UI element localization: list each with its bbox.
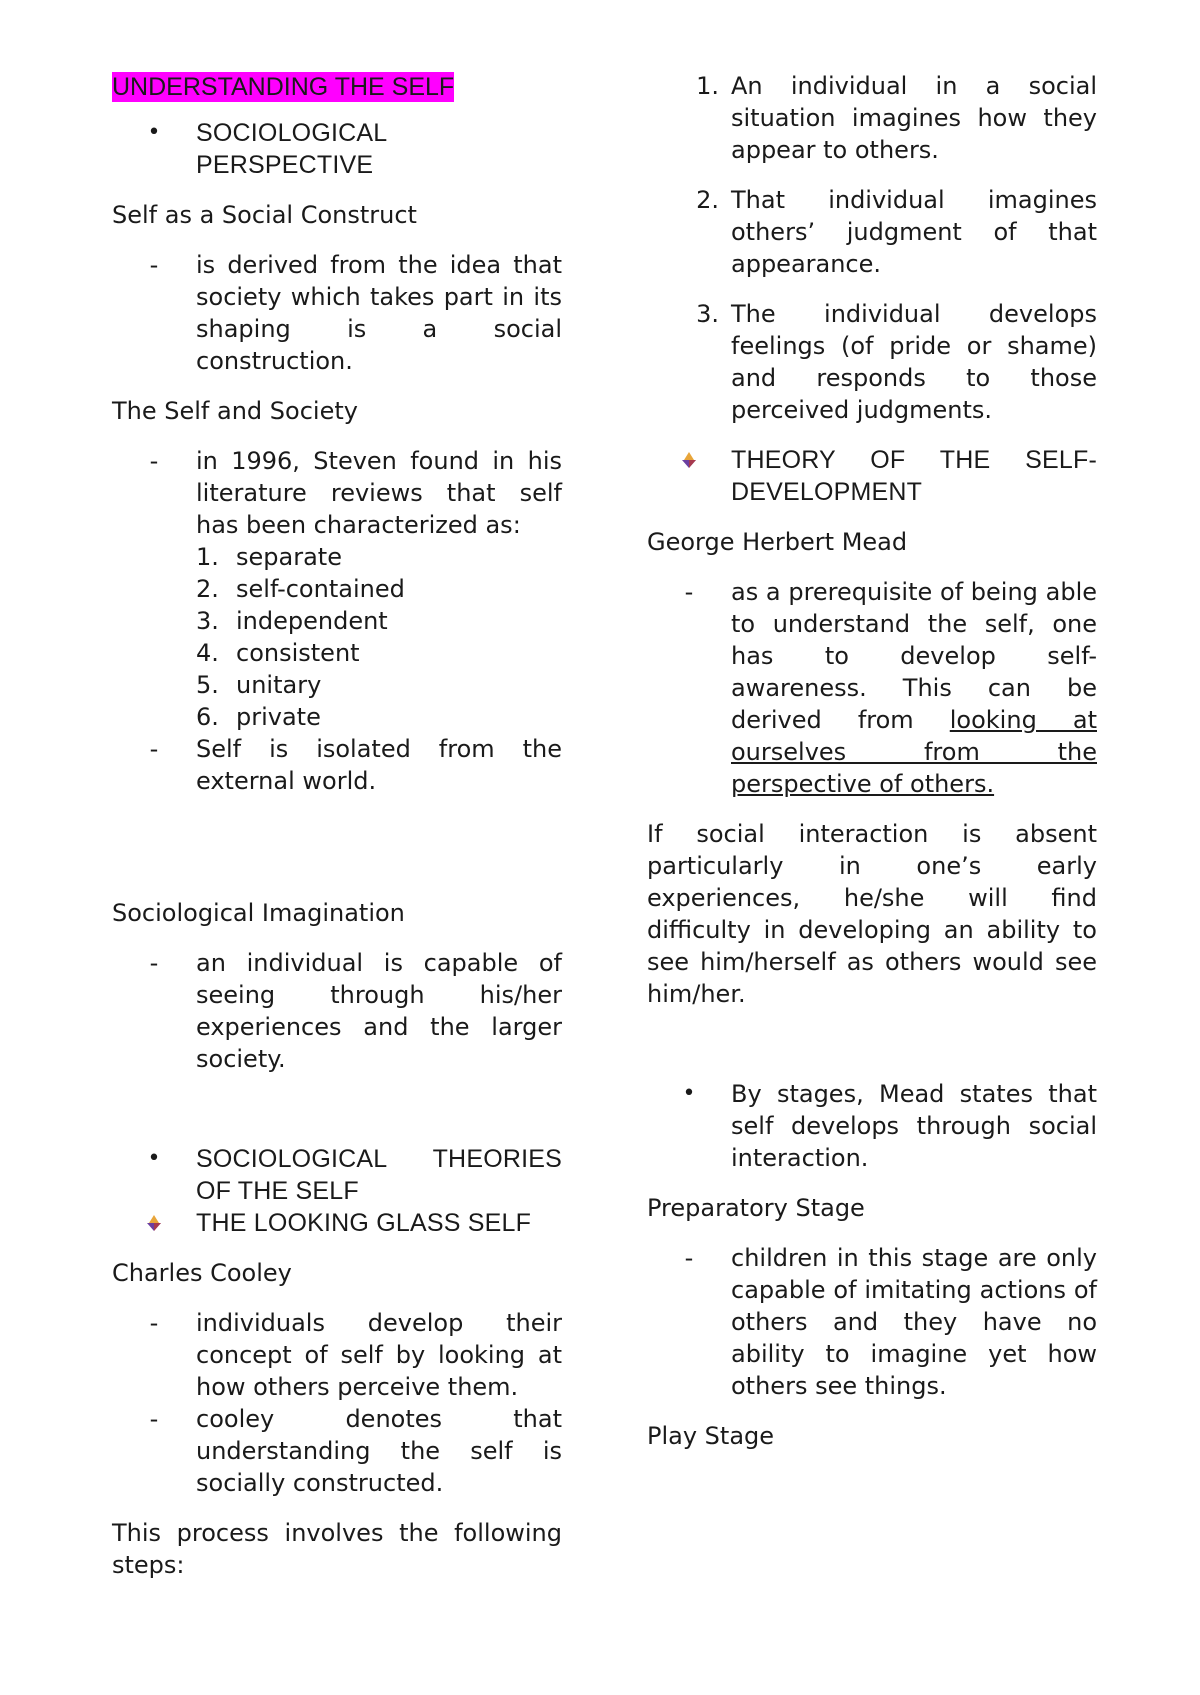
dash-item [112, 1307, 562, 1403]
dash-item [647, 576, 1097, 800]
paragraph: in 1996, Steven found in his literature reviews that self has been characterized as: [196, 447, 562, 539]
paragraph: is derived from the idea that society which takes part in its shaping is a social construction. [196, 251, 562, 375]
underlined-text: looking at ourselves from the perspective of others. [731, 706, 1097, 798]
dash-item [647, 1242, 1097, 1402]
right-column [647, 70, 1097, 1452]
section-heading: SOCIOLOGICAL PERSPECTIVE [196, 119, 387, 179]
arrow-item [112, 1207, 562, 1239]
characteristics-list [196, 541, 562, 733]
list-item: 3. The individual develops feelings (of pride or shame) and responds to those perceived judgments. [696, 300, 1097, 424]
list-item: 6. private [196, 703, 321, 731]
bullet-icon: • [682, 1081, 696, 1106]
bullet-item [112, 117, 562, 181]
dash-marker: - [149, 735, 159, 763]
list-item: 1. separate [196, 543, 342, 571]
paragraph: individuals develop their concept of self by looking at how others perceive them. [196, 1309, 562, 1401]
list-item: 2. self-contained [196, 575, 405, 603]
left-column [112, 70, 562, 1581]
list-item: 2. That individual imagines others’ judgment of that appearance. [696, 186, 1097, 278]
paragraph: an individual is capable of seeing through his/her experiences and the larger society. [196, 949, 562, 1073]
list-item: 3. independent [196, 607, 388, 635]
paragraph: By stages, Mead states that self develops through social interaction. [731, 1080, 1097, 1172]
bullet-icon: • [147, 1146, 161, 1171]
dash-marker: - [684, 1244, 694, 1272]
bullet-item [647, 1078, 1097, 1174]
dash-item [112, 445, 562, 541]
subheading: Preparatory Stage [647, 1194, 865, 1222]
bullet-icon: • [147, 120, 161, 145]
section-heading: THE LOOKING GLASS SELF [196, 1209, 532, 1237]
dash-item [112, 1403, 562, 1499]
subheading: Play Stage [647, 1422, 775, 1450]
subheading: George Herbert Mead [647, 528, 908, 556]
dash-item [112, 249, 562, 377]
paragraph: as a prerequisite of being able to understand the self, one has to develop self-awareness. This can be derived from looking at ourselves from the perspective of others. [731, 578, 1097, 798]
arrow-item [647, 444, 1097, 508]
dash-marker: - [149, 949, 159, 977]
list-item: 5. unitary [196, 671, 322, 699]
paragraph: Self is isolated from the external world. [196, 735, 562, 795]
dash-marker: - [149, 1405, 159, 1433]
dash-item [112, 733, 562, 797]
paragraph: This process involves the following steps: [112, 1519, 562, 1579]
list-item: 1. An individual in a social situation imagines how they appear to others. [696, 72, 1097, 164]
paragraph: If social interaction is absent particularly in one’s early experiences, he/she will find difficulty in developing an ability to see him/herself as others would see him/her. [647, 820, 1097, 1008]
dash-marker: - [149, 1309, 159, 1337]
dash-marker: - [149, 447, 159, 475]
section-heading: THEORY OF THE SELF-DEVELOPMENT [731, 446, 1097, 506]
arrow-bullet-icon [112, 1207, 196, 1239]
subheading: Charles Cooley [112, 1259, 292, 1287]
dash-marker: - [149, 251, 159, 279]
bullet-item [112, 1143, 562, 1207]
subheading: The Self and Society [112, 397, 358, 425]
dash-marker: - [684, 578, 694, 606]
paragraph: children in this stage are only capable of imitating actions of others and they have no ability to imagine yet how others see things. [731, 1244, 1097, 1400]
document-title: UNDERSTANDING THE SELF [112, 73, 455, 101]
paragraph: cooley denotes that understanding the self is socially constructed. [196, 1405, 562, 1497]
dash-item [112, 947, 562, 1075]
arrow-bullet-icon [647, 444, 731, 508]
subheading: Self as a Social Construct [112, 201, 417, 229]
section-heading: SOCIOLOGICAL THEORIES OF THE SELF [196, 1145, 562, 1205]
list-item: 4. consistent [196, 639, 360, 667]
subheading: Sociological Imagination [112, 899, 405, 927]
